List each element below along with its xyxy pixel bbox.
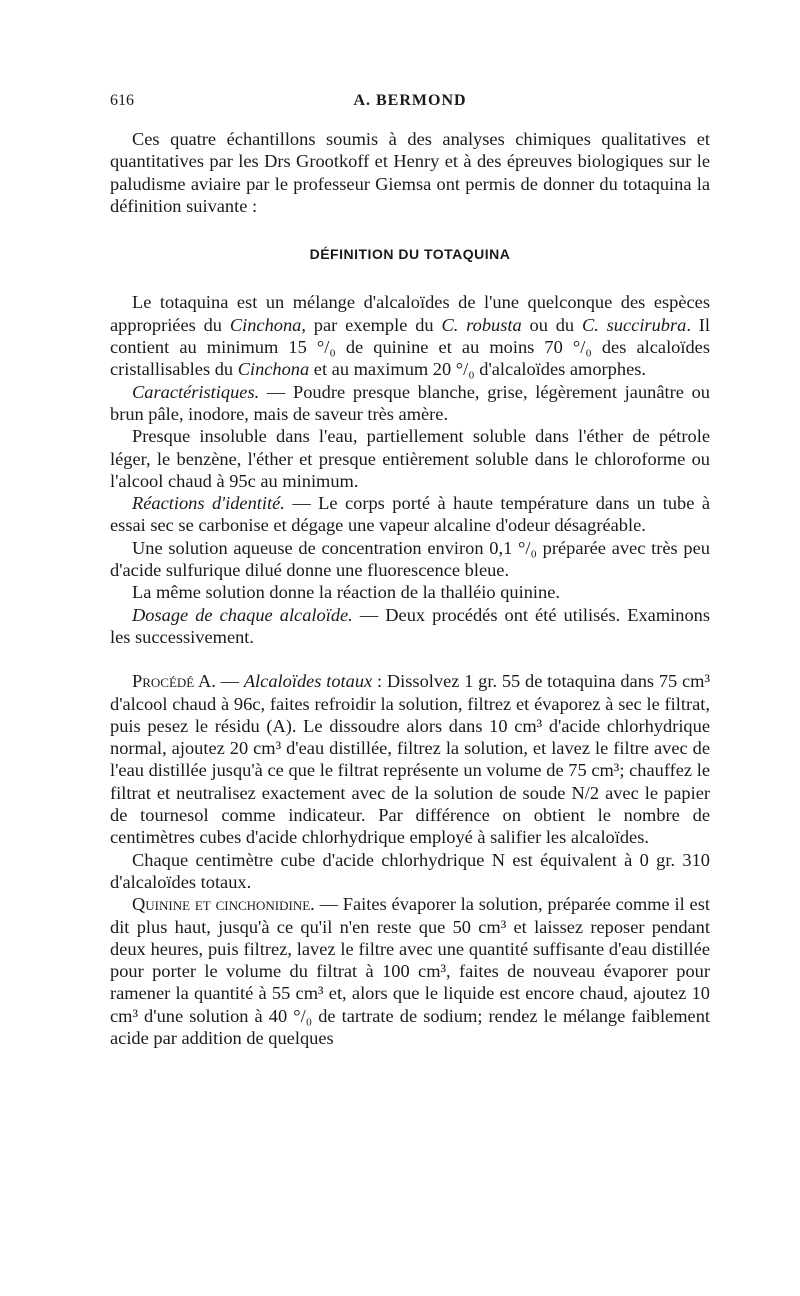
text-run: Le totaquina est un mélange d'alcaloïdes de l'une quelconque des espèces appropriées du	[110, 292, 710, 335]
fluorescence-paragraph: Une solution aqueuse de concentration environ 0,1 °/₀ préparée avec très peu d'acide sulfurique dilué donne une fluorescence bleue.	[110, 537, 710, 581]
italic-term: Cinchona	[237, 359, 310, 380]
text-run: — Poudre presque blanche, grise, légèrement jaunâtre ou brun pâle, inodore, mais de saveur très amère.	[110, 381, 710, 424]
text-run: ou du	[521, 314, 582, 335]
identity-reactions-paragraph	[110, 492, 710, 537]
run-in-heading: Quinine et cinchonidine.	[132, 894, 315, 915]
page-number: 616	[110, 92, 134, 109]
text-run: — Faites évaporer la solution, préparée comme il est dit plus haut, jusqu'à ce qu'il n'en reste que 50 cm³ et laissez reposer pendant deux heures, puis filtrez, lavez le filtre avec une quantité suffisante d'eau distillée pour porter le volume du filtrat à 100 cm³, faites de nouveau évaporer pour ramener la quantité à 55 cm³ et, alors que le liquide est encore chaud, ajoutez 10 cm³ d'une solution à 40 °/₀ de tartrate de sodium; rendez le mélange faiblement acide par addition de quelques	[110, 894, 710, 1048]
thalleioquinine-paragraph: La même solution donne la réaction de la thalléio quinine.	[132, 582, 560, 603]
run-in-heading: Réactions d'identité.	[132, 493, 285, 514]
definition-paragraph	[110, 291, 710, 380]
italic-term: Alcaloïdes totaux	[243, 671, 373, 692]
equivalence-paragraph: Chaque centimètre cube d'acide chlorhydrique N est équivalent à 0 gr. 310 d'alcaloïdes totaux.	[110, 849, 710, 892]
run-in-heading: Dosage de chaque alcaloïde.	[132, 604, 353, 625]
italic-term: C. succirubra	[581, 314, 687, 335]
section-gap	[110, 648, 710, 670]
text-run: et au maximum 20 °/₀ d'alcaloïdes amorphes.	[309, 359, 646, 380]
section-heading: DÉFINITION DU TOTAQUINA	[309, 246, 511, 263]
dosage-paragraph	[110, 604, 710, 649]
text-run: —	[215, 671, 244, 692]
italic-term: C. robusta	[441, 314, 522, 335]
text-run: , par exemple du	[301, 314, 442, 335]
running-header	[110, 92, 710, 116]
page-body	[110, 128, 710, 1049]
solubility-paragraph: Presque insoluble dans l'eau, partiellement soluble dans l'éther de pétrole léger, le benzène, l'éther et presque entièrement soluble dans le chloroforme ou l'alcool chaud à 95c au minimum.	[110, 426, 710, 491]
text-run: — Le corps porté à haute température dans un tube à essai sec se carbonise et dégage une vapeur alcaline d'odeur désagréable.	[110, 493, 710, 536]
intro-paragraph: Ces quatre échantillons soumis à des analyses chimiques qualitatives et quantitatives par les Drs Grootkoff et Henry et à des épreuves biologiques sur le paludisme aviaire par le professeur Giemsa ont permis de donner du totaquina la définition suivante :	[110, 129, 710, 216]
run-in-heading: Procédé A.	[132, 671, 216, 692]
run-in-heading: Caractéristiques.	[132, 381, 260, 402]
running-head-author: A. BERMOND	[353, 92, 467, 109]
text-run: : Dissolvez 1 gr. 55 de totaquina dans 75 cm³ d'alcool chaud à 96c, faites refroidir la solution, filtrez et évaporez à sec le filtrat, puis pesez le résidu (A). Le dissoudre alors dans 10 cm³ d'acide chlorhydrique normal, ajoutez 20 cm³ d'eau distillée, filtrez la solution, et lavez le filtre avec de l'eau distillée jusqu'à ce que le filtrat représente un volume de 75 cm³; chauffez le filtrat et neutralisez exactement avec de la solution de soude N/2 avec le papier de tournesol comme indicateur. Par différence on obtient le nombre de centimètres cubes d'acide chlorhydrique employé à salifier les alcaloïdes.	[110, 671, 710, 848]
italic-term: Cinchona	[229, 314, 302, 335]
characteristics-paragraph	[110, 381, 710, 426]
text-run: — Deux procédés ont été utilisés. Examinons les successivement.	[110, 604, 711, 647]
quinine-cinchonidine-paragraph	[110, 893, 710, 1049]
procede-a-paragraph	[110, 670, 710, 848]
text-run: . Il contient au minimum 15 °/₀ de quinine et au moins 70 °/₀ des alcaloïdes cristallisables du	[110, 314, 711, 380]
